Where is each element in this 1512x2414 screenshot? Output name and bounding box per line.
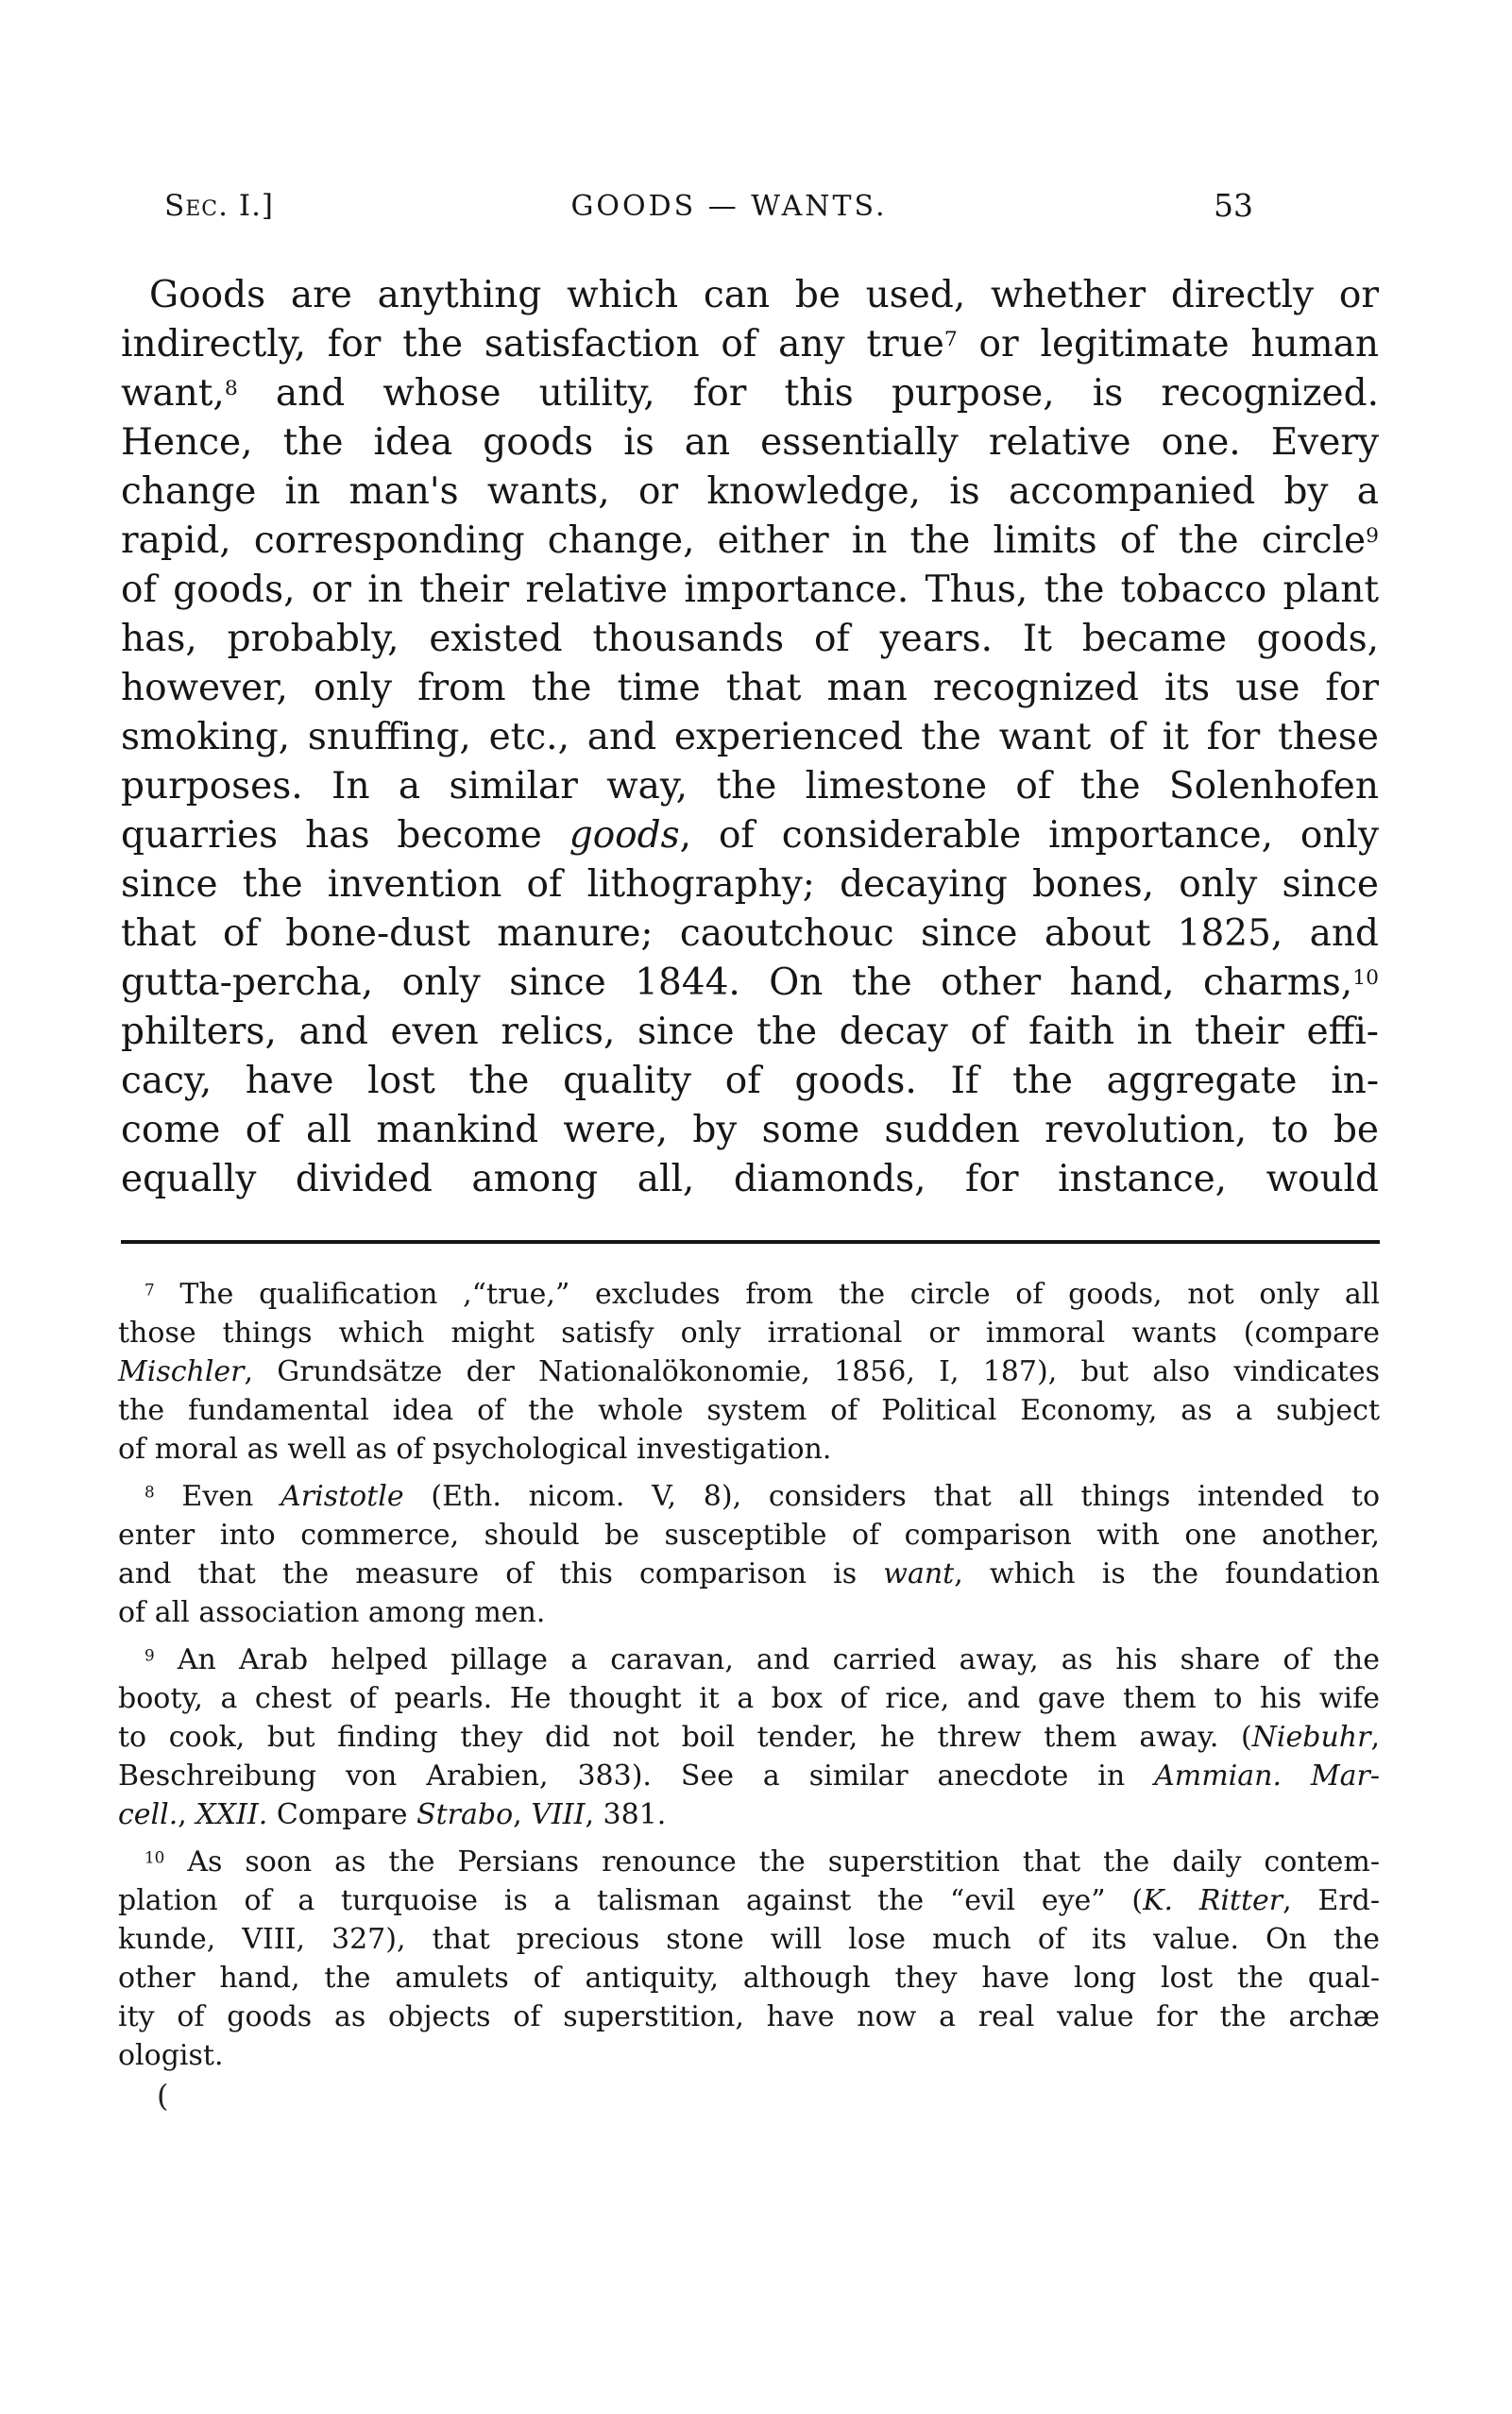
running-title: GOODS — WANTS. bbox=[570, 190, 888, 223]
footnote-line: to cook, but finding they did not boil tender, he threw them away. (Niebuhr, bbox=[118, 1721, 1380, 1754]
body-line: has, probably, existed thousands of years. It became goods, bbox=[121, 618, 1379, 660]
footnote-line: cell., XXII. Compare Strabo, VIII, 381. bbox=[118, 1798, 667, 1831]
footnote-line: ity of goods as objects of superstition, have now a real value for the archæ bbox=[118, 2000, 1380, 2033]
footnote-line: of moral as well as of psychological investigation. bbox=[118, 1433, 832, 1466]
footnote-line: booty, a chest of pearls. He thought it a box of rice, and gave them to his wife bbox=[118, 1682, 1380, 1715]
footnote-line: $^{10}$ As soon as the Persians renounce the superstition that the daily contem- bbox=[144, 1845, 1380, 1878]
body-line: indirectly, for the satisfaction of any true$^7$ or legitimate human bbox=[121, 323, 1379, 366]
body-line: quarries has become goods, of considerable importance, only bbox=[121, 814, 1379, 857]
body-line: philters, and even relics, since the decay of faith in their effi- bbox=[121, 1011, 1379, 1053]
body-line: Hence, the idea goods is an essentially relative one. Every bbox=[121, 421, 1379, 464]
footnotes-section bbox=[118, 1275, 1380, 2083]
body-line: cacy, have lost the quality of goods. If the aggregate in- bbox=[121, 1060, 1379, 1102]
body-line: purposes. In a similar way, the limestone of the Solenhofen bbox=[121, 765, 1379, 808]
footnote-line: $^7$ The qualification ,“true,” excludes from the circle of goods, not only all bbox=[144, 1278, 1380, 1311]
body-line: Goods are anything which can be used, whether directly or bbox=[149, 274, 1379, 316]
footnote-line: ologist. bbox=[118, 2039, 224, 2072]
page-header bbox=[121, 187, 1379, 232]
footnote-line: $^8$ Even Aristotle (Eth. nicom. V, 8), considers that all things intended to bbox=[144, 1480, 1381, 1513]
footnote-10 bbox=[118, 1843, 1380, 2075]
stray-ink-mark: ( bbox=[157, 2078, 169, 2114]
body-line: equally divided among all, diamonds, for instance, would bbox=[121, 1158, 1379, 1200]
footnote-line: those things which might satisfy only irrational or immoral wants (compare bbox=[118, 1317, 1380, 1350]
footnote-line: plation of a turquoise is a talisman against the “evil eye” (K. Ritter, Erd- bbox=[118, 1884, 1381, 1917]
body-line: smoking, snuffing, etc., and experienced the want of it for these bbox=[121, 716, 1379, 758]
footnote-8 bbox=[118, 1477, 1380, 1632]
body-line: that of bone-dust manure; caoutchouc since about 1825, and bbox=[121, 912, 1379, 955]
section-label: Sec. I.] bbox=[164, 189, 275, 223]
body-line: come of all mankind were, by some sudden revolution, to be bbox=[121, 1109, 1379, 1151]
footnote-9 bbox=[118, 1640, 1380, 1834]
footnote-line: $^9$ An Arab helped pillage a caravan, and carried away, as his share of the bbox=[144, 1643, 1380, 1676]
footnote-line: the fundamental idea of the whole system of Political Economy, as a subject bbox=[118, 1394, 1380, 1427]
body-line: gutta-percha, only since 1844. On the other hand, charms,$^{10}$ bbox=[121, 961, 1379, 1004]
body-line: of goods, or in their relative importance. Thus, the tobacco plant bbox=[121, 569, 1379, 611]
body-paragraph bbox=[121, 271, 1379, 1204]
body-line: since the invention of lithography; decaying bones, only since bbox=[121, 863, 1379, 906]
body-line: change in man's wants, or knowledge, is accompanied by a bbox=[121, 470, 1379, 513]
body-line: rapid, corresponding change, either in the limits of the circle$^9$ bbox=[121, 519, 1379, 562]
footnote-7 bbox=[118, 1275, 1380, 1469]
footnote-line: of all association among men. bbox=[118, 1596, 546, 1629]
footnote-line: other hand, the amulets of antiquity, although they have long lost the qual- bbox=[118, 1962, 1380, 1995]
footnote-line: enter into commerce, should be susceptible of comparison with one another, bbox=[118, 1519, 1380, 1552]
footnote-separator-rule bbox=[121, 1240, 1380, 1244]
footnote-line: kunde, VIII, 327), that precious stone will lose much of its value. On the bbox=[118, 1923, 1380, 1956]
body-line: want,$^8$ and whose utility, for this purpose, is recognized. bbox=[121, 372, 1379, 415]
footnote-line: and that the measure of this comparison is want, which is the foundation bbox=[118, 1557, 1381, 1590]
body-line: however, only from the time that man recognized its use for bbox=[121, 667, 1379, 709]
footnote-line: Mischler, Grundsätze der Nationalökonomie, 1856, I, 187), but also vindicates bbox=[118, 1355, 1380, 1388]
page-number: 53 bbox=[1214, 187, 1253, 224]
footnote-line: Beschreibung von Arabien, 383). See a similar anecdote in Ammian. Mar- bbox=[118, 1760, 1380, 1793]
